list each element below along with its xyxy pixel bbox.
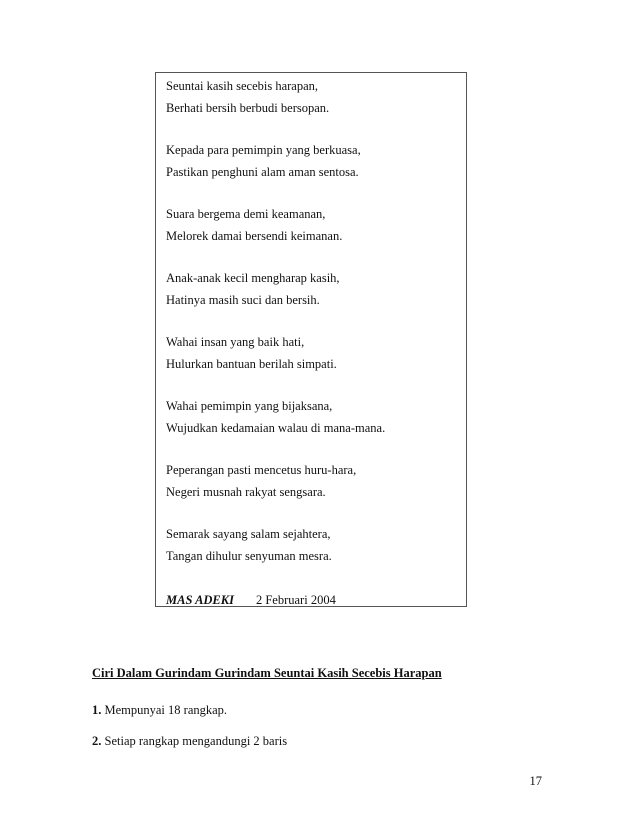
poem-line: Anak-anak kecil mengharap kasih, xyxy=(166,271,340,285)
stanza-8 xyxy=(166,523,332,567)
stanza-1 xyxy=(166,75,329,119)
feature-item-2 xyxy=(92,734,287,749)
poem-line: Tangan dihulur senyuman mesra. xyxy=(166,549,332,563)
poem-line: Hulurkan bantuan berilah simpati. xyxy=(166,357,337,371)
poem-line: Berhati bersih berbudi bersopan. xyxy=(166,101,330,115)
stanza-3 xyxy=(166,203,342,247)
feature-item-1 xyxy=(92,703,227,718)
poem-line: Melorek damai bersendi keimanan. xyxy=(166,229,343,243)
poem-signature xyxy=(166,593,336,608)
poem-date: 2 Februari 2004 xyxy=(255,593,336,607)
stanza-7 xyxy=(166,459,356,503)
stanza-6 xyxy=(166,395,385,439)
poem-box xyxy=(155,72,467,607)
stanza-5 xyxy=(166,331,337,375)
poem-line: Wahai insan yang baik hati, xyxy=(166,335,305,349)
poem-line: Seuntai kasih secebis harapan, xyxy=(166,79,319,93)
poem-line: Wujudkan kedamaian walau di mana-mana. xyxy=(166,421,386,435)
feature-text: Setiap rangkap mengandungi 2 baris xyxy=(101,734,288,748)
feature-number: 2. xyxy=(92,734,102,748)
poem-line: Hatinya masih suci dan bersih. xyxy=(166,293,320,307)
feature-text: Mempunyai 18 rangkap. xyxy=(101,703,228,717)
poem-line: Negeri musnah rakyat sengsara. xyxy=(166,485,326,499)
page-number: 17 xyxy=(529,774,542,788)
stanza-4 xyxy=(166,267,340,311)
poem-line: Wahai pemimpin yang bijaksana, xyxy=(166,399,333,413)
section-title: Ciri Dalam Gurindam Gurindam Seuntai Kasih Secebis Harapan xyxy=(92,666,442,680)
poem-line: Pastikan penghuni alam aman sentosa. xyxy=(166,165,359,179)
feature-number: 1. xyxy=(92,703,102,717)
poem-line: Kepada para pemimpin yang berkuasa, xyxy=(166,143,361,157)
poem-author: MAS ADEKI xyxy=(166,593,234,607)
stanza-2 xyxy=(166,139,361,183)
poem-line: Semarak sayang salam sejahtera, xyxy=(166,527,331,541)
poem-line: Peperangan pasti mencetus huru-hara, xyxy=(166,463,357,477)
poem-line: Suara bergema demi keamanan, xyxy=(166,207,326,221)
